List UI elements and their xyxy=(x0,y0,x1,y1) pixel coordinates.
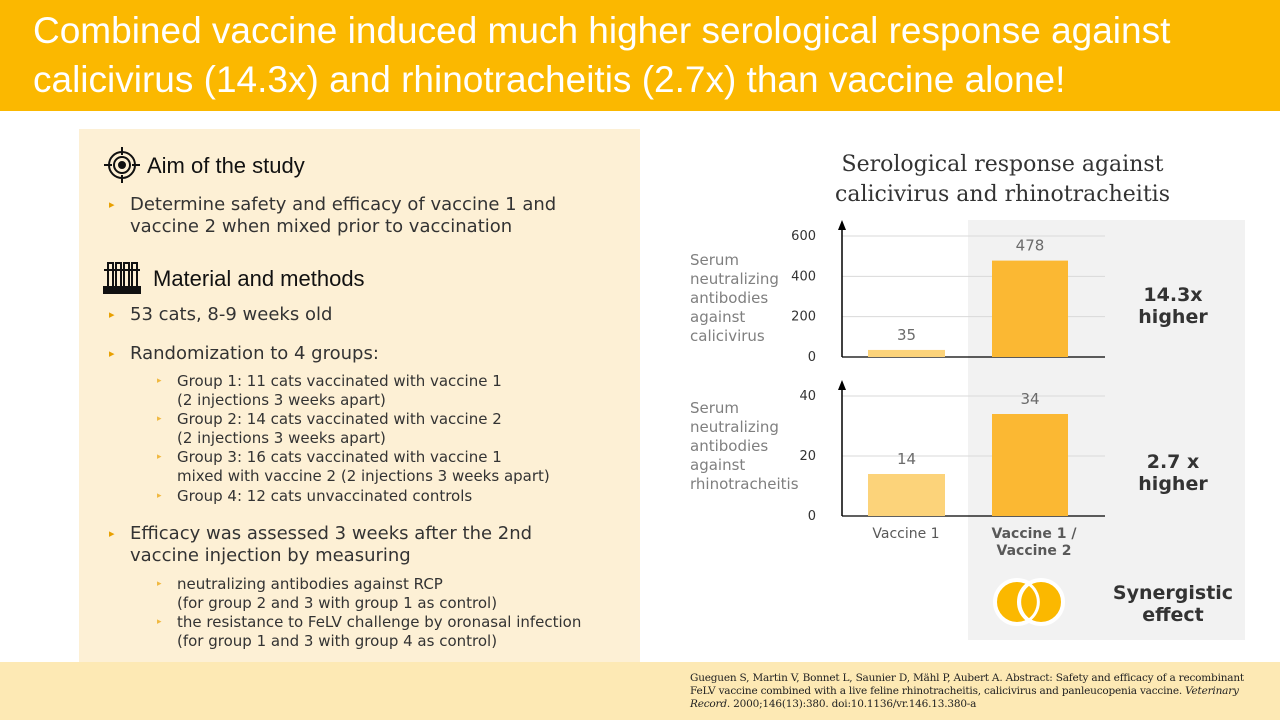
group-item: ▸ Group 3: 16 cats vaccinated with vaccine 1 xyxy=(157,448,502,466)
sub-bullet-icon: ▸ xyxy=(157,491,162,501)
data-label: 14 xyxy=(896,450,917,468)
bullet-arrow-icon: ▸ xyxy=(109,347,115,360)
category-label-combined: Vaccine 1 / Vaccine 2 xyxy=(991,526,1077,559)
citation-text: Gueguen S, Martin V, Bonnet L, Saunier D, Mähl P, Aubert A. Abstract: Safety and efficacy of a recombinant FeLV vaccine combined with a live feline rhinotracheitis, calicivirus and panleucopenia vaccine. xyxy=(690,672,1244,697)
citation-tail: . 2000;146(13):380. doi:10.1136/vr.146.13.380-a xyxy=(726,698,977,710)
sub-bullet-icon: ▸ xyxy=(157,452,162,462)
y-tick-label: 40 xyxy=(799,389,816,404)
group-item: ▸ Group 4: 12 cats unvaccinated controls xyxy=(157,487,473,505)
sub-bullet-icon: ▸ xyxy=(157,376,162,386)
group-item-detail: (2 injections 3 weeks apart) xyxy=(177,391,386,409)
y-axis-arrow-icon xyxy=(838,220,846,230)
y-tick-label: 20 xyxy=(799,449,816,464)
measure-item: ▸ the resistance to FeLV challenge by oronasal infection xyxy=(157,613,582,631)
y-tick-label: 600 xyxy=(791,229,816,244)
synergy-label: Synergistic effect xyxy=(1112,582,1234,626)
ratio-calicivirus: 14.3x higher xyxy=(1138,284,1208,328)
y-tick-label: 400 xyxy=(791,269,816,285)
category-label-vaccine1: Vaccine 1 xyxy=(872,526,940,542)
bar xyxy=(992,261,1068,357)
ratio-rhinotracheitis: 2.7 x higher xyxy=(1138,451,1208,495)
measure-item: ▸ neutralizing antibodies against RCP xyxy=(157,575,443,593)
methods-heading: Material and methods xyxy=(153,266,365,291)
group-item: ▸ Group 1: 11 cats vaccinated with vaccine 1 xyxy=(157,372,502,390)
chart1-ylabel: Serum neutralizing antibodies against calicivirus xyxy=(690,251,779,345)
citation xyxy=(690,672,1250,711)
bar xyxy=(868,474,945,516)
sub-bullet-icon: ▸ xyxy=(157,579,162,589)
measure-item-detail: (for group 2 and 3 with group 1 as control) xyxy=(177,594,498,612)
data-label: 34 xyxy=(1020,390,1040,408)
group-item-detail: (2 injections 3 weeks apart) xyxy=(177,429,386,447)
page-title: Combined vaccine induced much higher serological response against calicivirus (14.3x) and rhinotracheitis (2.7x) than vaccine alone! xyxy=(33,10,1171,100)
bullet-arrow-icon: ▸ xyxy=(109,308,115,321)
y-axis-arrow-icon xyxy=(838,380,846,390)
sub-bullet-icon: ▸ xyxy=(157,414,162,424)
aim-bullet-text: Determine safety and efficacy of vaccine 1 and vaccine 2 when mixed prior to vaccination xyxy=(130,194,557,237)
group-item: ▸ Group 2: 14 cats vaccinated with vaccine 2 xyxy=(157,410,502,428)
bullet-arrow-icon: ▸ xyxy=(109,527,115,540)
efficacy-text: Efficacy was assessed 3 weeks after the 2nd vaccine injection by measuring xyxy=(130,523,533,566)
randomization-text: Randomization to 4 groups: xyxy=(130,343,379,364)
bar xyxy=(868,350,945,357)
data-label: 35 xyxy=(896,325,917,344)
sub-bullet-icon: ▸ xyxy=(157,617,162,627)
chart2-ylabel: Serum neutralizing antibodies against rhinotracheitis xyxy=(690,399,799,493)
bullet-arrow-icon: ▸ xyxy=(109,198,115,211)
data-label: 478 xyxy=(1015,236,1045,255)
cats-text: 53 cats, 8-9 weeks old xyxy=(130,304,333,325)
measure-item-detail: (for group 1 and 3 with group 4 as control) xyxy=(177,632,498,650)
aim-heading: Aim of the study xyxy=(147,153,305,178)
bar xyxy=(992,414,1068,516)
chart-title: Serological response against calicivirus and rhinotracheitis xyxy=(835,152,1170,207)
y-tick-label: 200 xyxy=(791,309,816,325)
y-tick-label: 0 xyxy=(807,350,816,365)
citation-journal: Veterinary Record xyxy=(690,685,1239,710)
y-tick-label: 0 xyxy=(807,509,816,524)
group-item-detail: mixed with vaccine 2 (2 injections 3 weeks apart) xyxy=(177,467,550,485)
